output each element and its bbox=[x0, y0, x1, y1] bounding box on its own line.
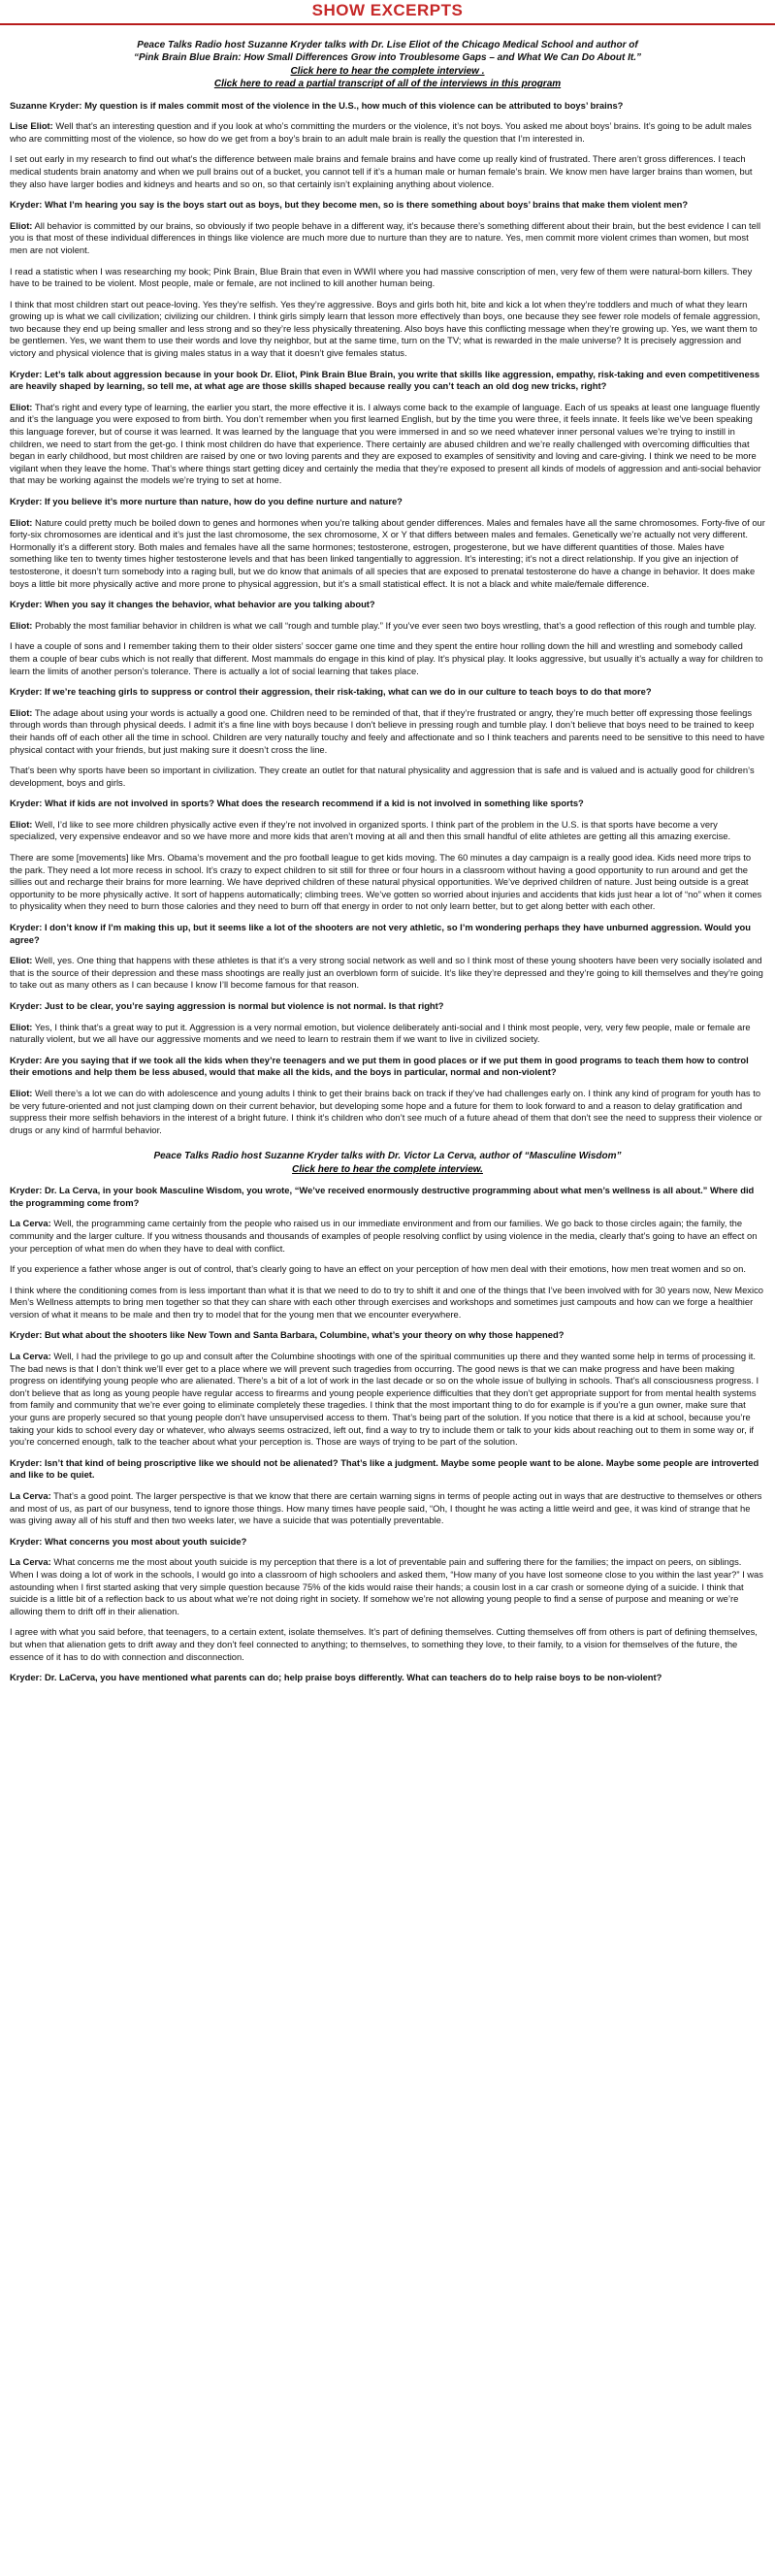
interview-answer bbox=[10, 299, 765, 360]
interview-question bbox=[10, 1672, 765, 1684]
interview-answer bbox=[10, 220, 765, 257]
interview-answer bbox=[10, 1351, 765, 1449]
section1-intro-line2: “Pink Brain Blue Brain: How Small Differences Grow into Troublesome Gaps – and What We Can Do About It.” bbox=[133, 52, 642, 64]
interview-answer bbox=[10, 1022, 765, 1046]
paragraph-text: Probably the most familiar behavior in children is what we call “rough and tumble play.” If you’ve ever seen two boys wrestling, that’s a good reflection of this rough and tumble play. bbox=[32, 619, 757, 631]
paragraph-text: Just to be clear, you’re saying aggression is normal but violence is not normal. Is that right? bbox=[42, 1000, 444, 1011]
speaker-label: Eliot: bbox=[10, 401, 33, 412]
interview-answer bbox=[10, 707, 765, 756]
paragraph-text: All behavior is committed by our brains, so obviously if two people behave in a different way, it’s because there’s something different about their brain, but the best evidence I can tell you is that most of these individual differences in things like violence are much more due to nurture than they are to nature. Yes, men commit more violent crimes than women, but most men are not violent. bbox=[10, 219, 761, 255]
hear-interview-link[interactable]: Click here to hear the complete interview . bbox=[290, 65, 485, 77]
interview-answer bbox=[10, 765, 765, 789]
section2-transcript bbox=[10, 1185, 765, 1684]
interview-question bbox=[10, 798, 765, 810]
speaker-label: Kryder: bbox=[10, 686, 43, 698]
paragraph-text: I agree with what you said before, that teenagers, to a certain extent, isolate themselves. It’s part of defining themselves. Cutting themselves off from others is part of defining themselves, but when that alienation gets to drift away and they don’t feel connected to anything; to themselves, to something they love, to their family, to a vision for themselves of the future, the essence of it has to do with connection and disconnection. bbox=[10, 1626, 758, 1662]
paragraph-text: Let’s talk about aggression because in your book Dr. Eliot, Pink Brain Blue Brain, you write that skills like aggression, empathy, risk-taking and even competitiveness are heavily shaped by learning, so tell me, at what age are those skills shaped because really you can’t teach an old dog new tricks, right? bbox=[10, 368, 760, 392]
speaker-label: Eliot: bbox=[10, 1021, 33, 1032]
paragraph-text: I have a couple of sons and I remember taking them to their older sisters’ soccer game one time and they spent the entire hour rolling down the hill and wrestling and somebody called them a couple of bear cubs which is not really that different. Most mammals do engage in this kind of play. It’s physical play. It looks aggressive, but usually it’s actually a way for children to learn the limits of another person’s tolerance. There is actually a lot of social learning that takes place. bbox=[10, 640, 763, 676]
paragraph-text: If you experience a father whose anger is out of control, that’s clearly going to have an effect on your perception of how men deal with their emotions, how men treat women and so on. bbox=[10, 1263, 746, 1275]
interview-answer bbox=[10, 852, 765, 913]
paragraph-text: If you believe it’s more nurture than nature, how do you define nurture and nature? bbox=[42, 496, 403, 506]
paragraph-text: I think where the conditioning comes from is less important than what it is that we need to do to try to shift it and one of the things that I’ve been involved with for 30 years now, New Mexico Men’s Wellness attempts to bring men together so that they can share with each other through exercises and workshops and sometimes just campouts and how can we forge a healthier version of what it means to be male and then try to model that for the young men that we encounter everywhere. bbox=[10, 1284, 763, 1320]
speaker-label: Eliot: bbox=[10, 219, 33, 231]
transcript-content bbox=[0, 25, 775, 1684]
interview-answer bbox=[10, 1285, 765, 1321]
paragraph-text: I set out early in my research to find out what’s the difference between male brains and female brains and have come up really kind of frustrated. There aren’t gross differences. I teach medical students brain anatomy and when we pull brains out of a bucket, you cannot tell if it’s a human male or human female’s brain. We know men have larger brains than women, but they also have larger bodies and kidneys and hearts and so on, so that certainly isn’t explaining anything about violence. bbox=[10, 153, 753, 189]
banner-rule bbox=[0, 23, 775, 25]
paragraph-text: Dr. La Cerva, in your book Masculine Wisdom, you wrote, “We’ve received enormously destructive programming about what men’s wellness is all about.” Where did the programming come from? bbox=[10, 1185, 755, 1208]
interview-answer bbox=[10, 120, 765, 145]
speaker-label: Eliot: bbox=[10, 706, 33, 718]
speaker-label: Kryder: bbox=[10, 199, 43, 211]
paragraph-text: Isn’t that kind of being proscriptive like we should not be alienated? That’s like a judgment. Maybe some people want to be alone. Maybe some people are introverted and like to be quiet. bbox=[10, 1456, 759, 1481]
paragraph-text: Dr. LaCerva, you have mentioned what parents can do; help praise boys differently. What can teachers do to help raise boys to be non-violent? bbox=[42, 1672, 662, 1683]
speaker-label: Kryder: bbox=[10, 599, 43, 610]
interview-question bbox=[10, 369, 765, 393]
speaker-label: Eliot: bbox=[10, 818, 33, 830]
speaker-label: Kryder: bbox=[10, 1329, 43, 1341]
read-transcript-link[interactable]: Click here to read a partial transcript of all of the interviews in this program bbox=[213, 79, 562, 90]
speaker-label: Kryder: bbox=[10, 798, 43, 809]
paragraph-text: I think that most children start out peace-loving. Yes they’re selfish. Yes they’re aggressive. Boys and girls both hit, bite and kick a lot when they’re toddlers and much of what they learn growing up is what we call civilization; civilizing our children. I think girls simply learn that lesson more effectively than boys, one because they see fewer role models of female aggression, two because they end up being smaller and less strong and so they’re less physically threatening. Also boys have this conflicting message when they’re growing up. Yes, we want them to be gentlemen. Yes, we want them to use their words and love thy neighbor, but at the same time, turn on the TV; what is rewarded in the male universe? It is precisely aggression and victory and physical violence that is giving males status in a way that it doesn’t give females status. bbox=[10, 298, 760, 359]
interview-answer bbox=[10, 955, 765, 992]
speaker-label: La Cerva: bbox=[10, 1490, 51, 1501]
paragraph-text: I don’t know if I’m making this up, but it seems like a lot of the shooters are not very athletic, so I’m wondering perhaps they have unburned aggression. Would you agree? bbox=[10, 922, 752, 945]
speaker-label: Kryder: bbox=[10, 1672, 43, 1683]
interview-answer bbox=[10, 1626, 765, 1663]
paragraph-text: That’s right and every type of learning, the earlier you start, the more effective it is. I always come back to the example of language. Each of us speaks at least one language fluently and it’s the language you were exposed to from birth. You don’t remember when you first learned English, but by the time you were three, it feels innate. It feels like we’ve been speaking this language forever, but of course it was learned. It was learned by the language that you were immersed in and so we need whatever inner personal values we’re trying to instill in children, we need to start from the get-go. I think most children do have that experience. There certainly are abused children and we’re really challenged with overcoming difficulties that began in early childhood, but most children are raised by one or two loving parents and they are exposed to examples of sensitivity and loving and care-giving. I think we need to be more vigilant when they leave the home. That’s where things start getting dicey and certainly the media that they’re exposed to present all kinds of models of aggression and anti-social behavior that may be working against the models we’re trying to set at home. bbox=[10, 401, 761, 486]
speaker-label: Kryder: bbox=[10, 1000, 43, 1011]
interview-answer bbox=[10, 266, 765, 290]
speaker-label: Eliot: bbox=[10, 1087, 33, 1098]
paragraph-text: Well that’s an interesting question and if you look at who’s committing the murders or the violence, it’s not boys. You asked me about boys’ brains. It’s going to be adult males who are committing most of the violence, so how do we get from a boy’s brain to an adult male brain is really the question that I’m interested in. bbox=[10, 120, 752, 144]
interview-question bbox=[10, 1329, 765, 1342]
interview-answer bbox=[10, 620, 765, 633]
interview-question bbox=[10, 199, 765, 212]
paragraph-text: That’s been why sports have been so important in civilization. They create an outlet for that natural physicality and aggression that is safe and is valued and is actually good for children’s development, boys and girls. bbox=[10, 765, 755, 788]
interview-answer bbox=[10, 1556, 765, 1617]
paragraph-text: What concerns me the most about youth suicide is my perception that there is a lot of preventable pain and suffering there for the families; the impact on peers, on siblings. When I was doing a lot of work in the schools, I would go into a classroom of high schoolers and asked them, “How many of you have lost someone close to you within the last year?” I was astounding when I first started asking that very simple question because 75% of the kids would raise their hands; a cousin lost in a car crash or someone dying of a suicide. I think that suicide is a little bit of a reflection back to us about what we’re not doing right in society. If somehow we’re not allowing young people to find a sense of purpose and meaning or we’re allowing them to drift off in their alienation. bbox=[10, 1556, 763, 1616]
paragraph-text: Well there’s a lot we can do with adolescence and young adults I think to get their brains back on track if they’ve had challenges early on. I think any kind of program for youth has to be very future-oriented and not just clamping down on their current behavior, but developing some hope and a future for them to look forward to and a reason to delay gratification and suppress their more selfish behaviors in the interest of a bright future. I think it’s children who don’t see much of a future ahead of them that don’t see the need to suppress their violence or drugs or any kind of harmful behavior. bbox=[10, 1087, 762, 1135]
interview-question bbox=[10, 1055, 765, 1079]
paragraph-text: But what about the shooters like New Town and Santa Barbara, Columbine, what’s your theory on why those happened? bbox=[42, 1329, 565, 1341]
paragraph-text: The adage about using your words is actually a good one. Children need to be reminded of that, that if they’re frustrated or angry, they’re much better off expressing those feelings through words than through physical deeds. I admit it’s a fine line with boys because I don’t believe in pressing rough and tumble play. I don’t believe that boys need to be trained to keep their hands off of each other all the time in school. Children are very naturally touchy and feely and affectionate and so I think teachers and parents need to be sensitive to this need to have physical contact with your friends, but just making sure it doesn’t cross the line. bbox=[10, 706, 765, 755]
paragraph-text: If we’re teaching girls to suppress or control their aggression, their risk-taking, what can we do in our culture to teach boys to do that more? bbox=[42, 686, 652, 698]
interview-question bbox=[10, 1457, 765, 1482]
paragraph-text: I read a statistic when I was researching my book; Pink Brain, Blue Brain that even in WWII where you had massive conscription of men, very few of them were natural-born killers. They have to be trained to be violent. Most people, male or female, are not inclined to kill another human being. bbox=[10, 265, 753, 289]
interview-answer bbox=[10, 640, 765, 677]
interview-question bbox=[10, 1536, 765, 1549]
paragraph-text: Well, yes. One thing that happens with these athletes is that it’s a very strong social network as well and so I think most of these young shooters have been very socially isolated and that is the source of their depression and these mass shootings are really just an overblown form of suicide. It’s like they’re depressed and they’re going to kill themselves and they’re going to take out as many others as I can because I know I’ll become famous for that reason. bbox=[10, 955, 763, 991]
speaker-label: La Cerva: bbox=[10, 1556, 51, 1568]
speaker-label: Kryder: bbox=[10, 496, 43, 506]
speaker-label: Kryder: bbox=[10, 1535, 43, 1547]
speaker-label: Eliot: bbox=[10, 516, 33, 528]
section1-intro bbox=[10, 39, 765, 91]
speaker-label: La Cerva: bbox=[10, 1351, 51, 1362]
section1-intro-line1: Peace Talks Radio host Suzanne Kryder talks with Dr. Lise Eliot of the Chicago Medical School and author of bbox=[137, 40, 638, 50]
interview-answer bbox=[10, 819, 765, 843]
interview-question bbox=[10, 496, 765, 508]
paragraph-text: When you say it changes the behavior, what behavior are you talking about? bbox=[42, 599, 375, 610]
interview-question bbox=[10, 1185, 765, 1209]
speaker-label: Lise Eliot: bbox=[10, 120, 53, 132]
interview-answer bbox=[10, 1263, 765, 1276]
section1-transcript bbox=[10, 100, 765, 1137]
banner-title: SHOW EXCERPTS bbox=[305, 1, 471, 20]
paragraph-text: What concerns you most about youth suicide? bbox=[42, 1535, 247, 1547]
speaker-label: La Cerva: bbox=[10, 1218, 51, 1229]
interview-answer bbox=[10, 517, 765, 591]
interview-question bbox=[10, 686, 765, 699]
paragraph-text: Nature could pretty much be boiled down to genes and hormones when you’re talking about gender differences. Males and females have all the same chromosomes. Forty-five of our forty-six chromosomes are identical and it’s just the last chromosome, the sex chromosome, X or Y that differs between males and females. Genetically we’re actually not very different. Hormonally it’s a different story. Both males and females have all the same hormones; testosterone, estrogen, progesterone, but we have different quantities of those. Males have something like ten to twenty times higher testosterone levels and that has been linked tangentially to aggression. It’s interesting; it’s not a direct relationship. If you give an injection of testosterone, it doesn’t turn somebody into a raging bull, but we do know that animals of all species that are exposed to prenatal testosterone do have a change in behavior. It does make boys a little bit more physically active and more prone to physical aggression, but it’s a small statistical effect. It is not a black and white male/female difference. bbox=[10, 516, 765, 589]
interview-answer bbox=[10, 1088, 765, 1136]
section2-intro bbox=[10, 1150, 765, 1176]
interview-question bbox=[10, 599, 765, 611]
speaker-label: Eliot: bbox=[10, 955, 33, 966]
interview-question bbox=[10, 1000, 765, 1013]
interview-answer bbox=[10, 153, 765, 190]
paragraph-text: Well, the programming came certainly from the people who raised us in our immediate environment and from our families. We go back to those circles again; the family, the community and the larger culture. If you witness thousands and thousands of examples of people resolving conflict by using violence in the media, clearly that’s going to have an effect on your perception of what men do when they have to deal with conflict. bbox=[10, 1218, 758, 1254]
paragraph-text: My question is if males commit most of the violence in the U.S., how much of this violence can be attributed to boys’ brains? bbox=[81, 99, 624, 111]
paragraph-text: That’s a good point. The larger perspective is that we know that there are certain warning signs in terms of people acting out in ways that are destructive to themselves or others and most of us, as part of our busyness, tend to ignore those things. How many times have people said, “Oh, I thought he was acting a little weird and gee, it was kind of strange that he was giving away all of his stuff and then two weeks later, we have a suicide that was potentially preventable. bbox=[10, 1490, 762, 1526]
interview-answer bbox=[10, 1218, 765, 1255]
speaker-label: Kryder: bbox=[10, 922, 43, 933]
paragraph-text: Well, I had the privilege to go up and consult after the Columbine shootings with one of the spiritual communities up there and they wanted some help in terms of processing it. The bad news is that I don’t think we’ll ever get to a place where we will prevent such tragedies from occurring. The good news is that we can make progress and have been making progress on identifying young people who are alienated. There’s a bit of a lot of work in the last decade or so on the whole issue of bullying in schools. That’s all consciousness progress. I don’t believe that as long as young people have regular access to firearms and young people experience difficulties that they don’t get appropriate support for from mental health systems from family and community that we’re ever going to eliminate completely these tragedies. I think that the most important thing to do for example is if you’re a gun owner, make sure that your guns are properly secured so that young people don’t have unsupervised access to them. That’s being part of the solution. If you notice that there is a kid at school, because you’re taking your kids to school every day or whatever, who always seems ostracized, left out, find a way to try to include them or talk to your kids about reaching out to them in some way or, if you’re concerned enough, talk to the teacher about what your perception is. Those are ways of trying to be part of the solution. bbox=[10, 1351, 759, 1448]
show-excerpts-banner bbox=[0, 0, 775, 25]
paragraph-text: What if kids are not involved in sports? What does the research recommend if a kid is not involved in something like sports? bbox=[42, 798, 584, 809]
speaker-label: Kryder: bbox=[10, 1185, 43, 1196]
interview-question bbox=[10, 922, 765, 946]
speaker-label: Suzanne Kryder: bbox=[10, 99, 82, 111]
paragraph-text: Well, I’d like to see more children physically active even if they’re not involved in organized sports. I think part of the problem in the U.S. is that sports have become a very specialized, very expensive endeavor and so we have more and more kids that aren’t moving at all and then this small handful of elite athletes are getting all this amazing exercise. bbox=[10, 818, 731, 842]
section2-intro-line1: Peace Talks Radio host Suzanne Kryder talks with Dr. Victor La Cerva, author of “Masculine Wisdom” bbox=[153, 1151, 622, 1162]
speaker-label: Kryder: bbox=[10, 1054, 43, 1065]
speaker-label: Kryder: bbox=[10, 368, 43, 379]
paragraph-text: There are some [movements] like Mrs. Obama’s movement and the pro football league to get kids moving. The 60 minutes a day campaign is a really good idea. Kids need more trips to the park. They need a lot more recess in school. It’s crazy to expect children to sit still for three or four hours in a classroom without having a good opportunity to run around and get the sillies out and recharge their brains for more learning. We have deprived children of these natural physical opportunities. We’ve deprived children of nature. Just being outside is a great opportunity to be more physically active. It sort of happens automatically; climbing trees. We’ve gotten so worried about injuries and accidents that kids just hear a lot of “no” when it comes to physicality when they need to burn those calories and they need to burn off that energy in order to not only learn better, but to get along better with each other. bbox=[10, 852, 762, 912]
interview-answer bbox=[10, 1490, 765, 1527]
paragraph-text: What I’m hearing you say is the boys start out as boys, but they become men, so is there something about boys’ brains that make them violent men? bbox=[42, 199, 689, 211]
interview-answer bbox=[10, 402, 765, 487]
paragraph-text: Yes, I think that’s a great way to put it. Aggression is a very normal emotion, but violence deliberately anti-social and I think most people, very, very few people, male or female are naturally violent, but we all have our aggressive moments and we need to learn to restrain them if we want to live in civilized society. bbox=[10, 1021, 751, 1045]
paragraph-text: Are you saying that if we took all the kids when they’re teenagers and we put them in good places or if we put them in good programs to teach them how to control their emotions and help them be less abused, would that make all the kids, and the boys in particular, normal and non-violent? bbox=[10, 1054, 749, 1078]
speaker-label: Eliot: bbox=[10, 619, 33, 631]
interview-question bbox=[10, 100, 765, 113]
hear-interview-link-2[interactable]: Click here to hear the complete interview. bbox=[292, 1163, 483, 1175]
speaker-label: Kryder: bbox=[10, 1456, 43, 1468]
